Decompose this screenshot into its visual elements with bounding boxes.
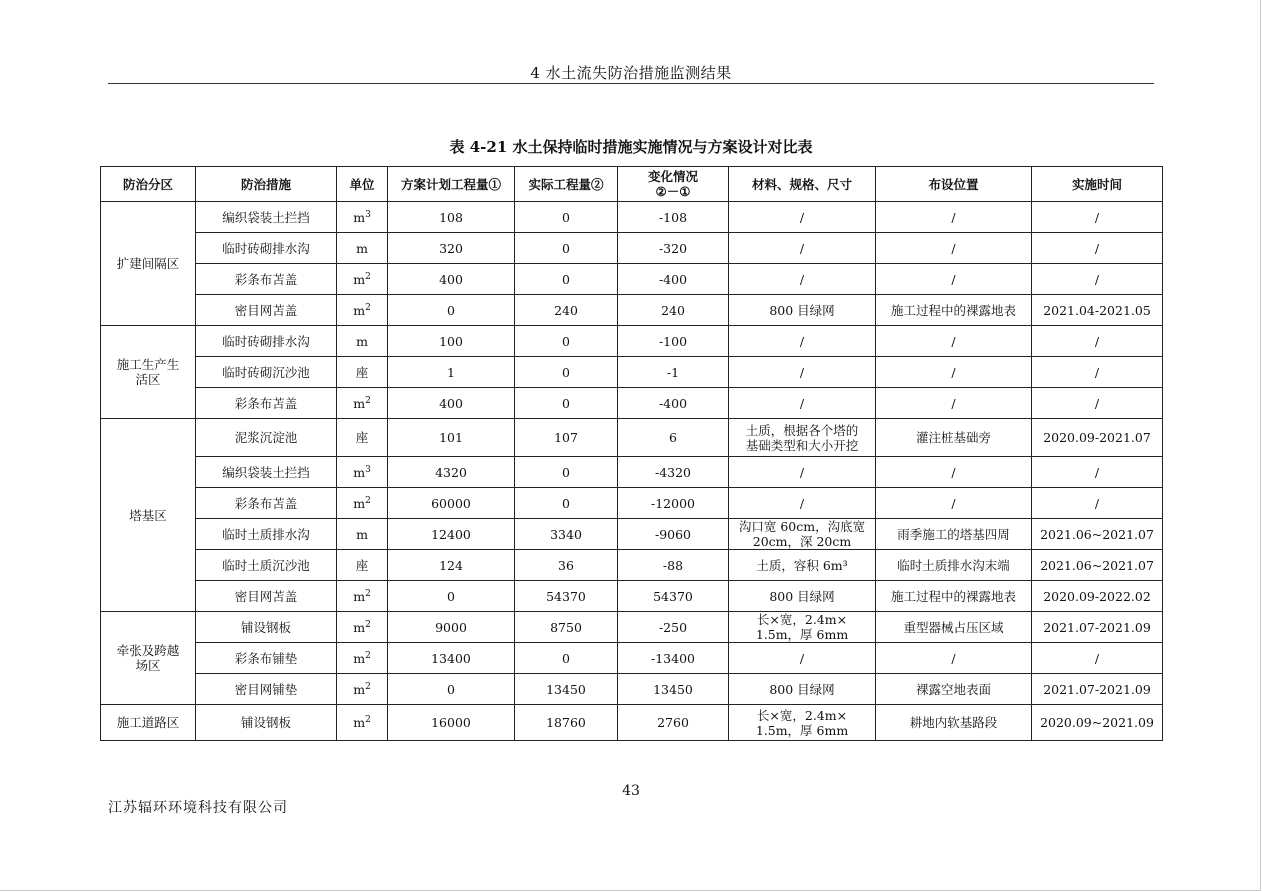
unit-text: 座 [355,557,369,573]
change-cell: 240 [618,295,729,326]
unit-cell [337,388,388,419]
measure-cell: 密目网苫盖 [196,581,337,612]
location-cell: 临时土质排水沟末端 [876,550,1032,581]
actual-qty-cell: 36 [515,550,618,581]
time-cell: 2021.07-2021.09 [1032,612,1163,643]
unit-cell [337,457,388,488]
time-cell: 2020.09~2021.09 [1032,705,1163,741]
measure-cell: 彩条布铺垫 [196,643,337,674]
table-body [101,202,1163,741]
measure-cell: 密目网苫盖 [196,295,337,326]
change-cell: 13450 [618,674,729,705]
table-header-row [101,167,1163,202]
time-cell: / [1032,488,1163,519]
planned-qty-cell: 12400 [388,519,515,550]
time-cell: / [1032,202,1163,233]
time-cell: / [1032,388,1163,419]
actual-qty-cell: 107 [515,419,618,457]
actual-qty-cell: 8750 [515,612,618,643]
location-cell: / [876,488,1032,519]
planned-qty-cell: 16000 [388,705,515,741]
unit-cell [337,233,388,264]
spec-cell: / [729,357,876,388]
table-row [101,457,1163,488]
zone-cell: 塔基区 [101,419,196,612]
unit-cell [337,581,388,612]
time-cell: / [1032,326,1163,357]
table-caption: 表 4-21 水土保持临时措施实施情况与方案设计对比表 [449,138,813,156]
change-cell: 6 [618,419,729,457]
actual-qty-cell: 54370 [515,581,618,612]
unit-text: m [353,209,366,225]
unit-text: m [353,619,366,635]
time-cell: 2020.09-2022.02 [1032,581,1163,612]
unit-text: m [353,395,366,411]
unit-text: m [356,240,368,256]
location-cell: / [876,388,1032,419]
unit-exponent: 2 [365,395,371,406]
unit-exponent: 3 [365,209,371,220]
change-cell: -1 [618,357,729,388]
table-row [101,612,1163,643]
change-cell: -12000 [618,488,729,519]
measure-cell: 临时土质沉沙池 [196,550,337,581]
measure-cell: 彩条布苫盖 [196,488,337,519]
unit-cell [337,550,388,581]
table-row [101,264,1163,295]
measure-cell: 临时砖砌排水沟 [196,326,337,357]
measure-cell: 编织袋装土拦挡 [196,457,337,488]
planned-qty-cell: 101 [388,419,515,457]
planned-qty-cell: 400 [388,388,515,419]
header-rule [108,83,1154,84]
col-header-unit: 单位 [337,167,388,202]
planned-qty-cell: 400 [388,264,515,295]
location-cell: 施工过程中的裸露地表 [876,295,1032,326]
spec-cell: / [729,488,876,519]
table-row [101,581,1163,612]
planned-qty-cell: 0 [388,295,515,326]
spec-cell: 800 目绿网 [729,581,876,612]
unit-cell [337,643,388,674]
actual-qty-cell: 0 [515,643,618,674]
table-row [101,388,1163,419]
unit-exponent: 2 [365,495,371,506]
col-header-change: 变化情况 ②－① [618,167,729,202]
unit-cell [337,705,388,741]
unit-text: m [356,526,368,542]
spec-cell: / [729,202,876,233]
table-row [101,326,1163,357]
change-cell: -320 [618,233,729,264]
unit-cell [337,674,388,705]
actual-qty-cell: 0 [515,326,618,357]
unit-cell [337,326,388,357]
unit-exponent: 2 [365,302,371,313]
unit-exponent: 2 [365,588,371,599]
col-header-planned: 方案计划工程量① [388,167,515,202]
measure-cell: 彩条布苫盖 [196,388,337,419]
location-cell: / [876,643,1032,674]
comparison-table [100,166,1163,741]
actual-qty-cell: 18760 [515,705,618,741]
location-cell: 重型器械占压区域 [876,612,1032,643]
col-header-time: 实施时间 [1032,167,1163,202]
time-cell: 2021.04-2021.05 [1032,295,1163,326]
col-header-location: 布设位置 [876,167,1032,202]
table-row [101,550,1163,581]
time-cell: / [1032,233,1163,264]
table-row [101,419,1163,457]
planned-qty-cell: 0 [388,674,515,705]
zone-cell: 扩建间隔区 [101,202,196,326]
unit-cell [337,419,388,457]
planned-qty-cell: 13400 [388,643,515,674]
measure-cell: 泥浆沉淀池 [196,419,337,457]
unit-cell [337,519,388,550]
spec-cell: / [729,388,876,419]
unit-cell [337,202,388,233]
spec-cell: 长×宽，2.4m× 1.5m，厚 6mm [729,705,876,741]
time-cell: / [1032,643,1163,674]
unit-exponent: 2 [365,650,371,661]
change-cell: -4320 [618,457,729,488]
spec-cell: 800 目绿网 [729,674,876,705]
measure-cell: 彩条布苫盖 [196,264,337,295]
unit-text: m [353,650,366,666]
unit-exponent: 3 [365,464,371,475]
location-cell: / [876,326,1032,357]
table-row [101,705,1163,741]
unit-text: m [353,588,366,604]
planned-qty-cell: 320 [388,233,515,264]
actual-qty-cell: 0 [515,388,618,419]
table-row [101,357,1163,388]
col-header-actual: 实际工程量② [515,167,618,202]
unit-cell [337,612,388,643]
page-number: 43 [622,783,640,799]
change-cell: -9060 [618,519,729,550]
change-cell: 2760 [618,705,729,741]
planned-qty-cell: 124 [388,550,515,581]
location-cell: / [876,233,1032,264]
col-header-spec: 材料、规格、尺寸 [729,167,876,202]
spec-cell: 沟口宽 60cm，沟底宽 20cm，深 20cm [729,519,876,550]
spec-cell: / [729,643,876,674]
planned-qty-cell: 4320 [388,457,515,488]
time-cell: 2021.06~2021.07 [1032,550,1163,581]
zone-cell: 施工生产生 活区 [101,326,196,419]
unit-cell [337,295,388,326]
actual-qty-cell: 0 [515,357,618,388]
table-row [101,488,1163,519]
planned-qty-cell: 100 [388,326,515,357]
change-cell: -250 [618,612,729,643]
table-row [101,202,1163,233]
location-cell: 耕地内软基路段 [876,705,1032,741]
unit-text: m [356,333,368,349]
company-name: 江苏辐环环境科技有限公司 [108,800,288,816]
time-cell: 2021.06~2021.07 [1032,519,1163,550]
measure-cell: 密目网铺垫 [196,674,337,705]
location-cell: / [876,457,1032,488]
planned-qty-cell: 0 [388,581,515,612]
change-cell: -88 [618,550,729,581]
location-cell: 施工过程中的裸露地表 [876,581,1032,612]
table-row [101,295,1163,326]
spec-cell: / [729,233,876,264]
measure-cell: 临时砖砌沉沙池 [196,357,337,388]
table-row [101,674,1163,705]
running-header: 4 水土流失防治措施监测结果 [530,64,732,82]
change-cell: -100 [618,326,729,357]
change-cell: -108 [618,202,729,233]
planned-qty-cell: 9000 [388,612,515,643]
measure-cell: 铺设钢板 [196,612,337,643]
unit-exponent: 2 [365,619,371,630]
location-cell: 雨季施工的塔基四周 [876,519,1032,550]
table-row [101,233,1163,264]
planned-qty-cell: 1 [388,357,515,388]
measure-cell: 临时砖砌排水沟 [196,233,337,264]
actual-qty-cell: 3340 [515,519,618,550]
change-cell: -13400 [618,643,729,674]
spec-cell: 800 目绿网 [729,295,876,326]
col-header-zone: 防治分区 [101,167,196,202]
spec-cell: 土质，根据各个塔的 基础类型和大小开挖 [729,419,876,457]
location-cell: / [876,357,1032,388]
actual-qty-cell: 0 [515,264,618,295]
unit-cell [337,264,388,295]
unit-cell [337,488,388,519]
unit-text: m [353,302,366,318]
spec-cell: / [729,326,876,357]
unit-cell [337,357,388,388]
time-cell: / [1032,264,1163,295]
location-cell: 灌注桩基础旁 [876,419,1032,457]
unit-exponent: 2 [365,271,371,282]
time-cell: / [1032,357,1163,388]
time-cell: 2020.09-2021.07 [1032,419,1163,457]
table-row [101,519,1163,550]
unit-text: m [353,495,366,511]
spec-cell: 长×宽，2.4m× 1.5m，厚 6mm [729,612,876,643]
location-cell: / [876,202,1032,233]
measure-cell: 铺设钢板 [196,705,337,741]
spec-cell: / [729,264,876,295]
change-cell: -400 [618,388,729,419]
zone-cell: 牵张及跨越 场区 [101,612,196,705]
actual-qty-cell: 0 [515,202,618,233]
spec-cell: 土质，容积 6m³ [729,550,876,581]
unit-text: m [353,715,366,730]
col-header-measure: 防治措施 [196,167,337,202]
unit-exponent: 2 [365,681,371,692]
unit-text: m [353,464,366,480]
planned-qty-cell: 60000 [388,488,515,519]
actual-qty-cell: 240 [515,295,618,326]
actual-qty-cell: 0 [515,457,618,488]
table-row [101,643,1163,674]
actual-qty-cell: 13450 [515,674,618,705]
unit-exponent: 2 [365,714,371,725]
planned-qty-cell: 108 [388,202,515,233]
zone-cell: 施工道路区 [101,705,196,741]
actual-qty-cell: 0 [515,233,618,264]
spec-cell: / [729,457,876,488]
actual-qty-cell: 0 [515,488,618,519]
location-cell: 裸露空地表面 [876,674,1032,705]
location-cell: / [876,264,1032,295]
unit-text: 座 [355,430,369,445]
change-cell: -400 [618,264,729,295]
time-cell: 2021.07-2021.09 [1032,674,1163,705]
unit-text: 座 [355,364,369,380]
change-cell: 54370 [618,581,729,612]
time-cell: / [1032,457,1163,488]
unit-text: m [353,271,366,287]
unit-text: m [353,681,366,697]
measure-cell: 编织袋装土拦挡 [196,202,337,233]
measure-cell: 临时土质排水沟 [196,519,337,550]
